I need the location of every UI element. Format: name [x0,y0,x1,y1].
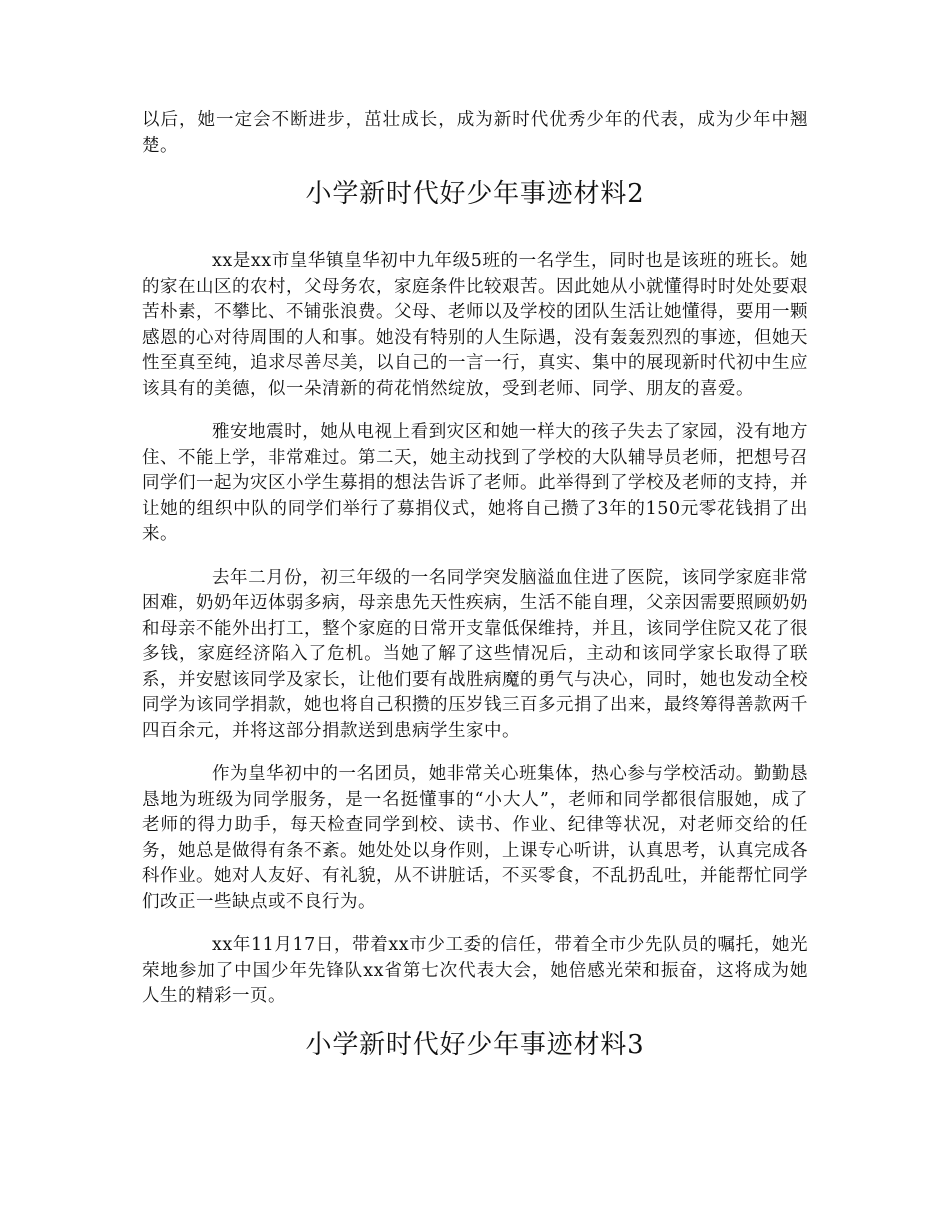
document-page [142,108,808,1062]
body-paragraph: 去年二月份，初三年级的一名同学突发脑溢血住进了医院，该同学家庭非常困难，奶奶年迈体弱多病，母亲患先天性疾病，生活不能自理，父亲因需要照顾奶奶和母亲不能外出打工，整个家庭的日常开支靠低保维持，并且，该同学住院又花了很多钱，家庭经济陷入了危机。当她了解了这些情况后，主动和该同学家长取得了联系，并安慰该同学及家长，让他们要有战胜病魔的勇气与决心，同时，她也发动全校同学为该同学捐款，她也将自己积攒的压岁钱三百多元捐了出来，最终筹得善款两千四百余元，并将这部分捐款送到患病学生家中。 [142,567,808,741]
section-heading-3: 小学新时代好少年事迹材料3 [305,1029,645,1060]
body-paragraph: xx年11月17日，带着xx市少工委的信任，带着全市少先队员的嘱托，她光荣地参加了中国少年先锋队xx省第七次代表大会，她倍感光荣和振奋，这将成为她人生的精彩一页。 [142,935,808,1006]
body-paragraph: 作为皇华初中的一名团员，她非常关心班集体，热心参与学校活动。勤勤恳恳地为班级为同学服务，是一名挺懂事的“小大人”，老师和同学都很信服她，成了老师的得力助手，每天检查同学到校、读书、作业、纪律等状况，对老师交给的任务，她总是做得有条不紊。她处处以身作则，上课专心听讲，认真思考，认真完成各科作业。她对人友好、有礼貌，从不讲脏话，不买零食，不乱扔乱吐，并能帮忙同学们改正一些缺点或不良行为。 [142,764,808,912]
continuation-paragraph: 以后，她一定会不断进步，茁壮成长，成为新时代优秀少年的代表，成为少年中翘楚。 [142,110,808,156]
body-paragraph: 雅安地震时，她从电视上看到灾区和她一样大的孩子失去了家园，没有地方住、不能上学，非常难过。第二天，她主动找到了学校的大队辅导员老师，把想号召同学们一起为灾区小学生募捐的想法告诉了老师。此举得到了学校及老师的支持，并让她的组织中队的同学们举行了募捐仪式，她将自己攒了3年的150元零花钱捐了出来。 [142,422,808,544]
section-heading-2: 小学新时代好少年事迹材料2 [305,179,645,209]
body-paragraph: xx是xx市皇华镇皇华初中九年级5班的一名学生，同时也是该班的班长。她的家在山区的农村，父母务农，家庭条件比较艰苦。因此她从小就懂得时时处处要艰苦朴素，不攀比、不铺张浪费。父母、老师以及学校的团队生活让她懂得，要用一颗感恩的心对待周围的人和事。她没有特别的人生际遇，没有轰轰烈烈的事迹，但她天性至真至纯，追求尽善尽美，以自己的一言一行，真实、集中的展现新时代初中生应该具有的美德，似一朵清新的荷花悄然绽放，受到老师、同学、朋友的喜爱。 [142,251,808,399]
